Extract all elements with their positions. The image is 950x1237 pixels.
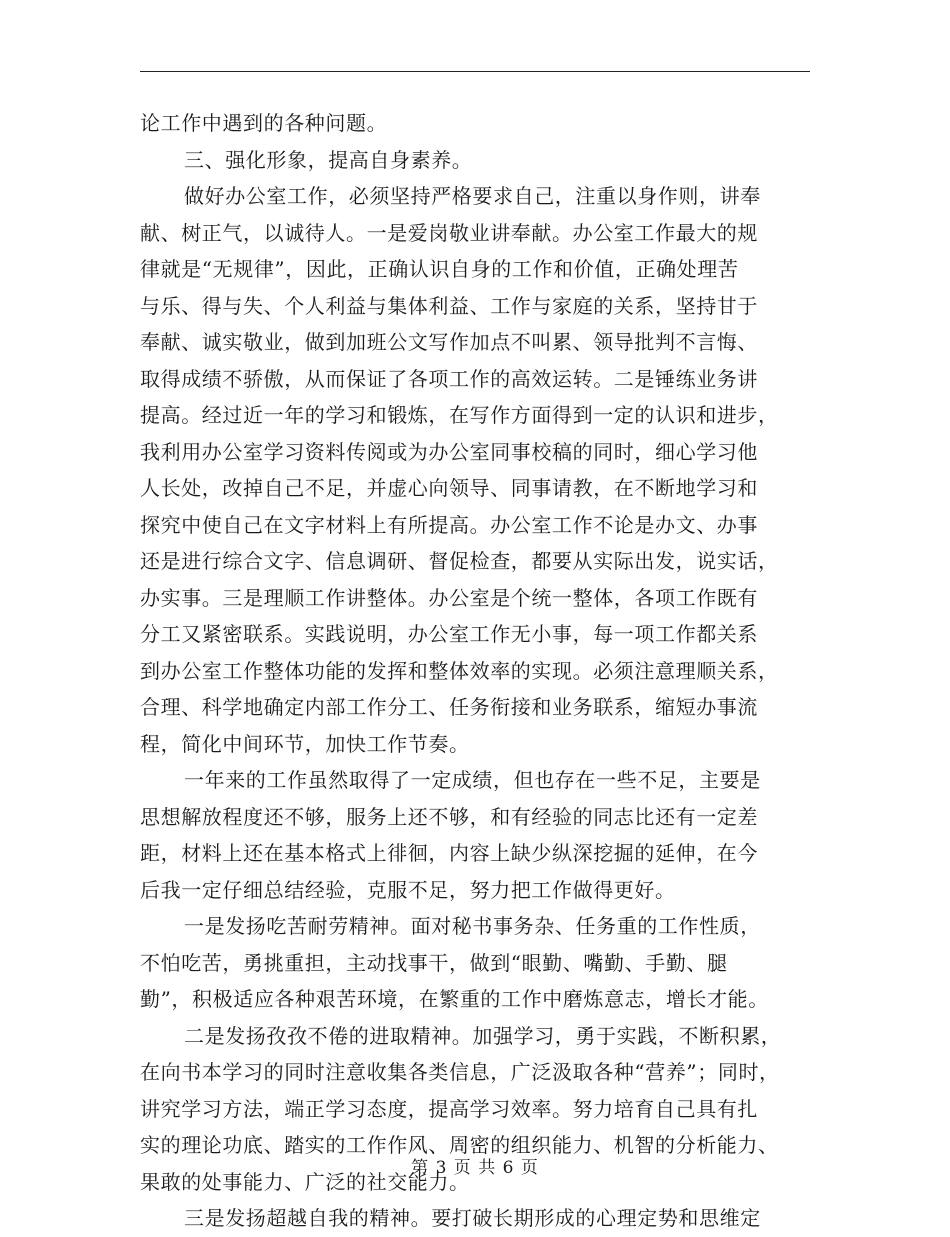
- text-line: 到办公室工作整体功能的发挥和整体效率的实现。必须注意理顺关系，: [140, 658, 779, 683]
- text-line: 不怕吃苦，勇挑重担，主动找事干，做到“眼勤、嘴勤、手勤、腿: [140, 950, 728, 975]
- header-rule: [140, 71, 810, 72]
- text-line: 二是发扬孜孜不倦的进取精神。加强学习，勇于实践，不断积累，: [184, 1023, 782, 1048]
- text-line: 后我一定仔细总结经验，克服不足，努力把工作做得更好。: [140, 877, 676, 902]
- text-line: 律就是“无规律”，因此，正确认识自身的工作和价值，正确处理苦: [140, 257, 739, 281]
- text-line: 奉献、诚实敬业，做到加班公文写作加点不叫累、领导批判不言悔、: [140, 330, 758, 354]
- text-line: 取得成绩不骄傲，从而保证了各项工作的高效运转。二是锤练业务讲: [140, 366, 758, 391]
- text-line: 与乐、得与失、个人利益与集体利益、工作与家庭的关系，坚持甘于: [140, 293, 758, 318]
- text-line: 一年来的工作虽然取得了一定成绩，但也存在一些不足，主要是: [184, 768, 761, 792]
- text-line: 果敢的处事能力、广泛的社交能力。: [140, 1169, 470, 1194]
- text-line: 还是进行综合文字、信息调研、督促检查，都要从实际出发，说实话，: [140, 549, 779, 573]
- text-line: 探究中使自己在文字材料上有所提高。办公室工作不论是办文、办事: [140, 512, 758, 537]
- text-line: 合理、科学地确定内部工作分工、任务衔接和业务联系，缩短办事流: [140, 695, 758, 719]
- text-line: 程，简化中间环节，加快工作节奏。: [140, 731, 470, 756]
- text-line: 勤”，积极适应各种艰苦环境，在繁重的工作中磨炼意志，增长才能。: [140, 987, 769, 1011]
- text-line: 距，材料上还在基本格式上徘徊，内容上缺少纵深挖掘的延伸，在今: [140, 841, 758, 865]
- text-line: 三是发扬超越自我的精神。要打破长期形成的心理定势和思维定: [184, 1206, 761, 1230]
- text-line: 论工作中遇到的各种问题。: [140, 111, 388, 135]
- text-line: 三、强化形象，提高自身素养。: [184, 147, 473, 172]
- text-line: 一是发扬吃苦耐劳精神。面对秘书事务杂、任务重的工作性质，: [184, 914, 761, 938]
- text-line: 分工又紧密联系。实践说明，办公室工作无小事，每一项工作都关系: [140, 622, 758, 646]
- text-line: 献、树正气，以诚待人。一是爱岗敬业讲奉献。办公室工作最大的规: [140, 220, 758, 245]
- text-line: 做好办公室工作，必须坚持严格要求自己，注重以身作则，讲奉: [184, 184, 761, 208]
- text-line: 在向书本学习的同时注意收集各类信息，广泛汲取各种“营养”；同时，: [140, 1060, 780, 1084]
- text-line: 实的理论功底、踏实的工作作风、周密的组织能力、机智的分析能力、: [140, 1133, 779, 1157]
- text-line: 办实事。三是理顺工作讲整体。办公室是个统一整体，各项工作既有: [140, 585, 758, 610]
- page-footer: 第 3 页 共 6 页: [411, 1158, 539, 1178]
- text-line: 我利用办公室学习资料传阅或为办公室同事校稿的同时，细心学习他: [140, 439, 758, 464]
- text-line: 提高。经过近一年的学习和锻炼，在写作方面得到一定的认识和进步，: [140, 403, 779, 427]
- text-line: 讲究学习方法，端正学习态度，提高学习效率。努力培育自己具有扎: [140, 1096, 758, 1121]
- text-line: 思想解放程度还不够，服务上还不够，和有经验的同志比还有一定差: [140, 804, 758, 829]
- document-body: [140, 105, 810, 1237]
- text-line: 人长处，改掉自己不足，并虚心向领导、同事请教，在不断地学习和: [140, 476, 758, 500]
